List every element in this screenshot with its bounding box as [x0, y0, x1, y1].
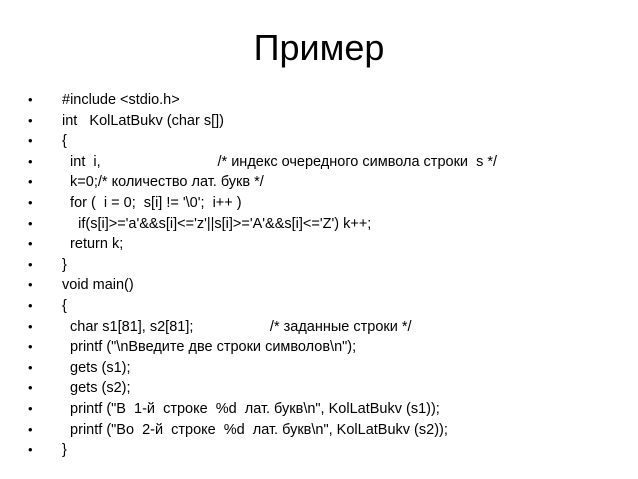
- code-line-text: int KolLatBukv (char s[]): [62, 112, 224, 129]
- bullet-icon: •: [28, 421, 33, 437]
- slide-title: Пример: [253, 27, 385, 68]
- bullet-icon: •: [28, 400, 33, 416]
- bullet-icon: •: [28, 194, 33, 210]
- bullet-icon: •: [28, 297, 33, 313]
- bullet-icon: •: [28, 339, 33, 355]
- code-line-text: #include <stdio.h>: [62, 92, 180, 108]
- bullet-icon: •: [28, 153, 33, 169]
- bullet-icon: •: [28, 215, 33, 231]
- code-line-text: {: [62, 297, 67, 314]
- bullet-icon: •: [28, 380, 33, 396]
- bullet-icon: •: [28, 236, 33, 252]
- bullet-icon: •: [28, 277, 33, 293]
- code-line-text: {: [62, 133, 67, 150]
- code-line-text: void main(): [62, 277, 134, 294]
- code-line-text: printf ("\nВведите две строки символов\n");: [62, 339, 357, 356]
- code-line-text: for ( i = 0; s[i] != '\0'; i++ ): [62, 194, 242, 211]
- bullet-icon: •: [28, 133, 33, 149]
- code-line-text: if(s[i]>='a'&&s[i]<='z'||s[i]>='A'&&s[i]<='Z') k++;: [62, 215, 372, 232]
- code-line-text: int i, /* индекс очередного символа строки s */: [62, 153, 498, 170]
- bullet-icon: •: [28, 112, 33, 128]
- code-line-text: printf ("Во 2-й строке %d лат. букв\n", KolLatBukv (s2));: [62, 421, 448, 438]
- bullet-icon: •: [28, 256, 33, 272]
- code-line-text: gets (s2);: [62, 380, 131, 397]
- code-line-text: }: [62, 442, 67, 459]
- code-line-text: char s1[81], s2[81]; /* заданные строки */: [62, 318, 412, 335]
- bullet-icon: •: [28, 442, 33, 458]
- code-line-text: k=0;/* количество лат. букв */: [62, 174, 264, 191]
- bullet-icon: •: [28, 359, 33, 375]
- bullet-icon: •: [28, 318, 33, 334]
- bullet-icon: •: [28, 174, 33, 190]
- code-line-text: printf ("В 1-й строке %d лат. букв\n", KolLatBukv (s1));: [62, 400, 440, 417]
- code-line-text: gets (s1);: [62, 359, 131, 376]
- bullet-icon: •: [28, 92, 33, 107]
- code-line-text: }: [62, 256, 67, 273]
- code-line-text: return k;: [62, 236, 124, 253]
